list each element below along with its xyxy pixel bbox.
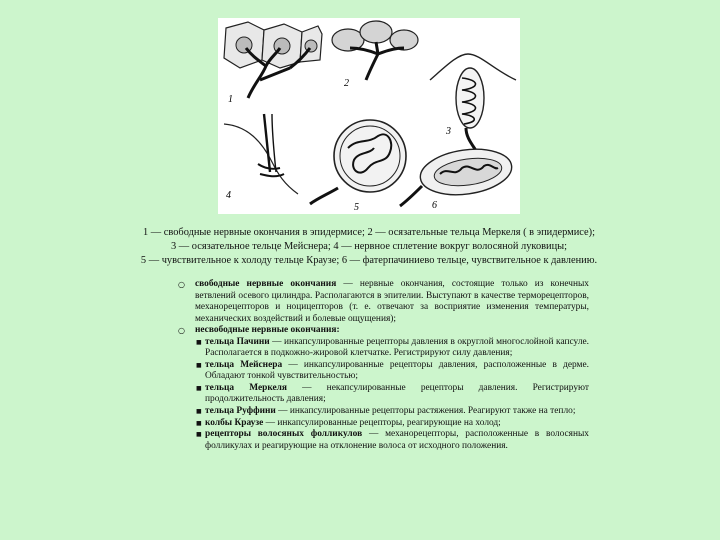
list-item-non-free-endings [175,325,589,337]
sub-item-pacini [175,337,589,360]
square-bullet-icon: ■ [196,408,202,416]
panel-number-4: 4 [226,190,231,201]
list-item-free-endings [175,279,589,325]
square-bullet-icon: ■ [196,384,202,392]
text-merkel: — некапсулированные рецепторы давления. Регистрируют продолжительность давления; [205,382,590,405]
panel-4-hair-follicle-plexus [224,114,298,201]
square-bullet-icon: ■ [196,419,202,427]
text-pacini: — инкапсулированные рецепторы давления в округлой многослойной капсуле. Располагается в подкожно-жировой клетчатке. Регистрируют силу давления; [205,336,589,359]
panel-6-pacinian-corpuscle [400,144,515,211]
text-meissner: — инкапсулированные рецепторы давления, расположенные в дерме. Обладают тонкой чувствительностью; [205,359,589,382]
sub-item-merkel [175,383,589,406]
square-bullet-icon: ■ [196,431,202,439]
text-krause: — инкапсулированные рецепторы, реагирующие на холод; [263,417,501,428]
text-hair-follicle: — механорецепторы, расположенные в волосяных фолликулах и реагирующие на отклонение волоса от исходного положения. [205,429,589,451]
panel-number-6: 6 [432,200,437,211]
sub-item-ruffini [175,406,589,418]
circle-bullet-icon: ○ [178,326,185,336]
text-ruffini: — инкапсулированные рецепторы растяжения. Реагируют также на тепло; [275,406,576,417]
panel-5-krause-bulb [310,120,406,213]
sub-item-krause [175,418,589,430]
term-non-free-endings: несвободные нервные окончания [195,325,337,336]
figure-caption [88,226,650,269]
term-merkel: тельца Меркеля [205,382,287,393]
panel-1-free-nerve-endings [224,22,322,105]
sub-item-hair-follicle [175,429,589,452]
text-non-free-endings: : [336,325,340,336]
sub-item-meissner [175,360,589,383]
square-bullet-icon: ■ [196,338,202,346]
term-ruffini: тельца Руффини [205,406,276,417]
panel-number-3: 3 [446,126,451,137]
caption-line-1: 1 — свободные нервные окончания в эпидермисе; 2 — осязательные тельца Меркеля ( в эпидермисе); [142,227,595,238]
term-hair-follicle: рецепторы волосяных фолликулов [205,429,363,440]
term-krause: колбы Краузе [205,417,264,428]
panel-number-5: 5 [354,202,359,213]
square-bullet-icon: ■ [196,361,202,369]
caption-line-2: 3 — осязательное тельце Мейснера; 4 — нервное сплетение вокруг волосяной луковицы; [170,241,568,253]
panel-number-2: 2 [344,78,349,89]
term-free-endings: свободные нервные окончания [195,279,337,289]
panel-2-merkel-discs [332,21,418,89]
text-free-endings: — нервные окончания, состоящие только из конечных ветвлений осевого цилиндра. Располагаются в эпителии. Выступают в качестве терморецепторов, механорецепторов и ноцицепторов (т. е. отвечают за восприятие изменения температуры, механических воздействий и болевые ощущения); [195,279,589,324]
receptor-notes [175,279,589,452]
term-meissner: тельца Мейснера [205,359,283,370]
nerve-endings-figure [218,18,520,214]
circle-bullet-icon: ○ [178,280,185,289]
term-pacini: тельца Пачини [205,336,270,347]
caption-line-3: 5 — чувствительное к холоду тельце Краузе; 6 — фатерпачиниево тельце, чувствительное к давлению. [140,255,598,267]
panel-number-1: 1 [228,94,233,105]
